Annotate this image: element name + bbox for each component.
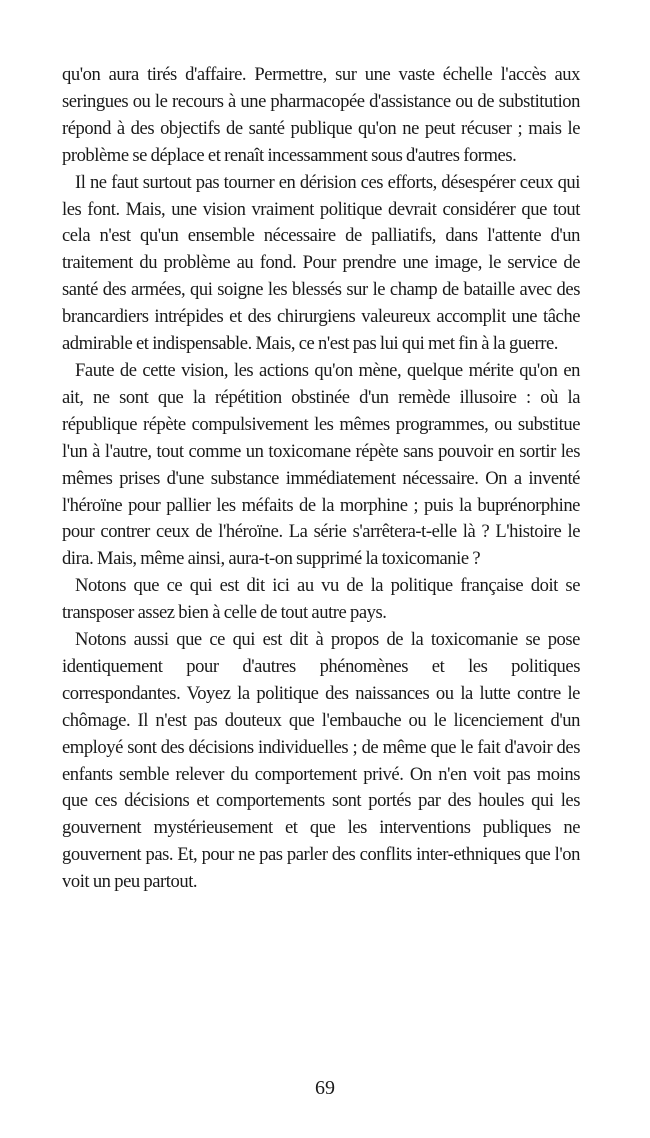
paragraph-1: qu'on aura tirés d'affaire. Permettre, sur une vaste échelle l'accès aux seringues ou le recours à une pharmacopée d'assistance ou de substitution répond à des objectifs de santé publique qu'on ne peut récuser ; mais le problème se déplace et renaît incessamment sous d'autres formes. xyxy=(62,64,580,166)
paragraph-2: Il ne faut surtout pas tourner en dérision ces efforts, désespérer ceux qui les font. Mais, une vision vraiment politique devrait considérer que tout cela n'est qu'un ensemble nécessaire de palliatifs, dans l'attente d'un traitement du problème au fond. Pour prendre une image, le service de santé des armées, qui soigne les blessés sur le champ de bataille avec des brancardiers intrépides et des chirurgiens valeureux accomplit une tâche admirable et indispensable. Mais, ce n'est pas lui qui met fin à la guerre. xyxy=(62,171,580,355)
paragraph-4: Notons que ce qui est dit ici au vu de la politique française doit se transposer assez bien à celle de tout autre pays. xyxy=(62,575,580,624)
body-text xyxy=(62,62,580,896)
paragraph-3: Faute de cette vision, les actions qu'on mène, quelque mérite qu'on en ait, ne sont que la répétition obstinée d'un remède illusoire : où la république répète compulsivement les mêmes programmes, ou substitue l'un à l'autre, tout comme un toxicomane répète sans pouvoir en sortir les mêmes prises d'une substance immédiatement nécessaire. On a inventé l'héroïne pour pallier les méfaits de la morphine ; puis la buprénorphine pour contrer ceux de l'héroïne. La série s'arrêtera-t-elle là ? L'histoire le dira. Mais, même ainsi, aura-t-on supprimé la toxicomanie ? xyxy=(62,359,580,570)
paragraph-5: Notons aussi que ce qui est dit à propos de la toxicomanie se pose identiquement pour d'autres phénomènes et les politiques correspondantes. Voyez la politique des naissances ou la lutte contre le chômage. Il n'est pas douteux que l'embauche ou le licenciement d'un employé sont des décisions individuelles ; de même que le fait d'avoir des enfants semble relever du comportement privé. On n'en voit pas moins que ces décisions et comportements sont portés par des houles qui les gouvernent mystérieusement et que les interventions publiques ne gouvernent pas. Et, pour ne pas parler des conflits inter-ethniques que l'on voit un peu partout. xyxy=(62,629,580,893)
page-number: 69 xyxy=(315,1077,335,1099)
